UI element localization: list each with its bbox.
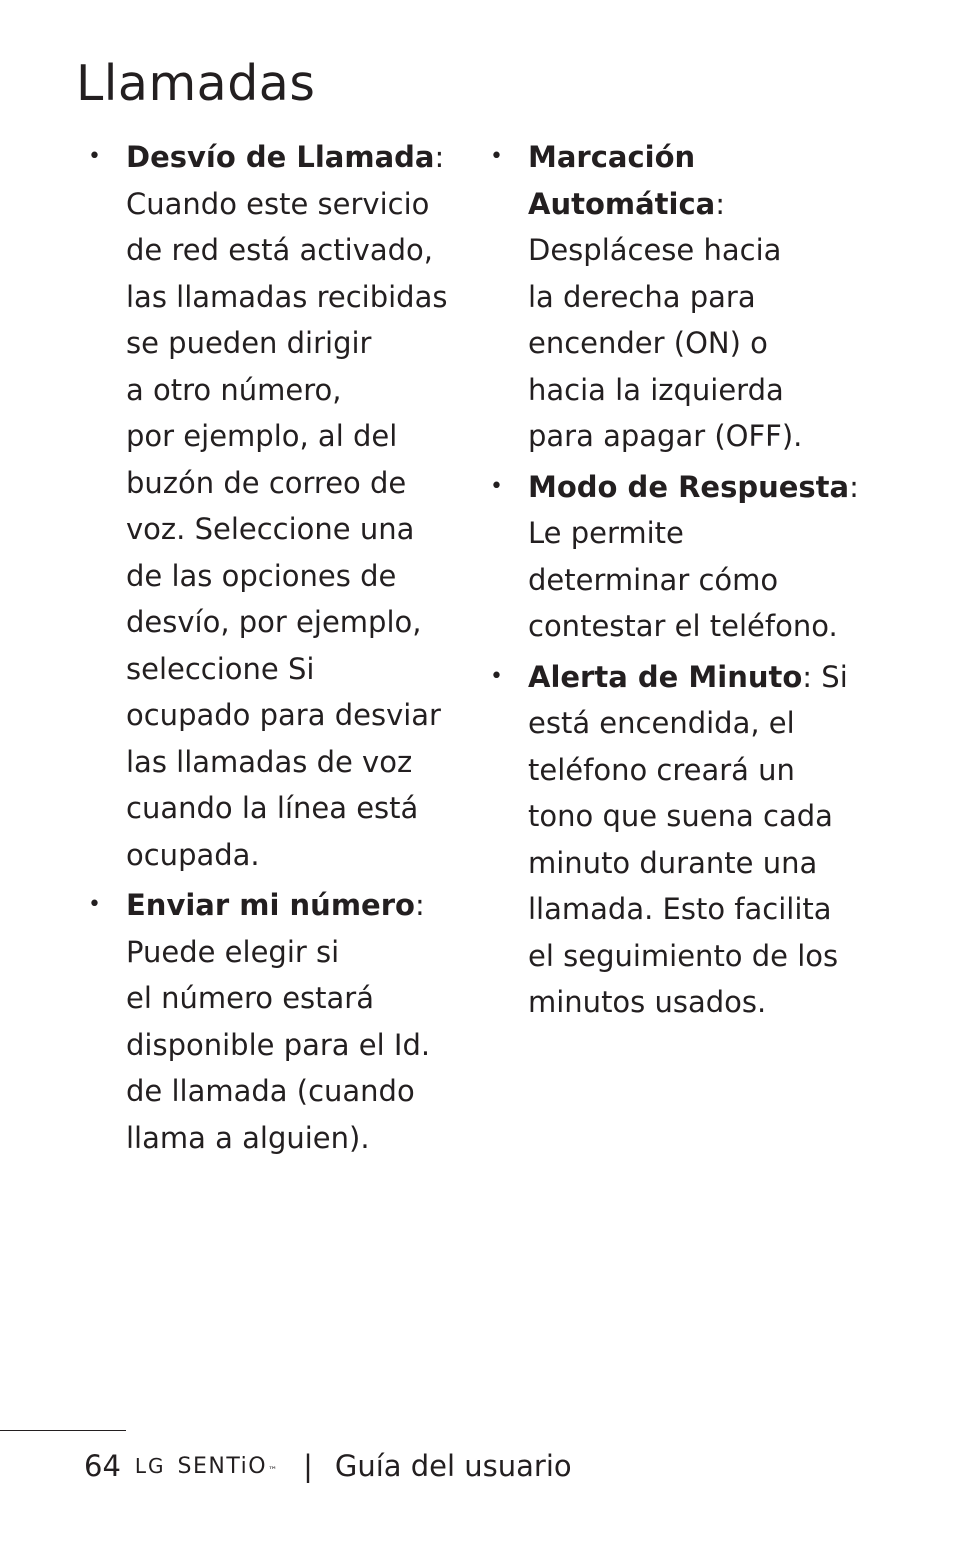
item-line: de red está activado, xyxy=(126,233,433,267)
item-term: Automática xyxy=(528,186,716,221)
brand-model: SENTiO xyxy=(177,1453,268,1479)
item-line: cuando la línea está xyxy=(126,791,419,825)
page-number: 64 xyxy=(84,1449,121,1483)
list-item-modo-de-respuesta xyxy=(490,464,862,650)
item-separator: : Si xyxy=(802,659,848,694)
item-line: desvío, por ejemplo, xyxy=(126,605,422,639)
item-line: por ejemplo, al del xyxy=(126,419,398,453)
item-line: encender (ON) o xyxy=(528,326,768,360)
item-heading xyxy=(528,654,862,701)
item-line: voz. Seleccione una xyxy=(126,512,415,546)
item-line: llama a alguien). xyxy=(126,1120,370,1155)
item-line: las llamadas de voz xyxy=(126,744,413,779)
item-line: para apagar (OFF). xyxy=(528,419,803,453)
guide-label: Guía del usuario xyxy=(334,1449,572,1483)
item-line: de llamada (cuando xyxy=(126,1074,415,1108)
item-line: de las opciones de xyxy=(126,558,397,593)
page-title: Llamadas xyxy=(76,55,316,112)
list-item-alerta-de-minuto xyxy=(490,654,862,1026)
item-separator: : xyxy=(849,469,859,504)
item-separator: : xyxy=(414,888,425,922)
item-term: Marcación xyxy=(528,140,696,174)
item-line: seleccione Si xyxy=(126,651,315,686)
item-line: determinar cómo xyxy=(528,562,779,597)
footer-separator: | xyxy=(303,1449,313,1483)
item-term: Desvío de Llamada xyxy=(126,140,435,174)
item-line: disponible para el Id. xyxy=(126,1027,431,1062)
item-line: está encendida, el xyxy=(528,706,795,740)
footer-rule xyxy=(0,1430,126,1431)
brand-trademark: ™ xyxy=(268,1465,278,1476)
item-line: hacia la izquierda xyxy=(528,372,784,407)
item-line: el seguimiento de los xyxy=(528,938,839,973)
brand-logo xyxy=(135,1454,277,1479)
item-term: Modo de Respuesta xyxy=(528,469,850,504)
item-heading xyxy=(126,882,460,929)
list-item-enviar-mi-numero xyxy=(88,882,460,1161)
bullet-icon: • xyxy=(88,892,101,917)
list-item-desvio-de-llamada xyxy=(88,134,460,878)
item-line: contestar el teléfono. xyxy=(528,609,838,643)
bullet-icon: • xyxy=(490,144,503,169)
item-line: ocupado para desviar xyxy=(126,698,441,732)
page-footer xyxy=(84,1444,572,1488)
right-column xyxy=(490,134,862,1030)
item-line: ocupada. xyxy=(126,837,260,872)
item-line: la derecha para xyxy=(528,279,756,314)
item-line: teléfono creará un xyxy=(528,752,795,787)
item-heading xyxy=(528,464,862,511)
left-column xyxy=(88,134,460,1165)
item-line: Desplácese hacia xyxy=(528,233,782,267)
item-separator: : xyxy=(715,186,726,221)
item-line: Cuando este servicio xyxy=(126,186,430,221)
item-heading xyxy=(528,181,862,228)
item-line: llamada. Esto facilita xyxy=(528,892,832,926)
item-line: Puede elegir si xyxy=(126,934,340,969)
item-line: Le permite xyxy=(528,516,684,550)
bullet-icon: • xyxy=(490,473,503,499)
item-line: tono que suena cada xyxy=(528,799,833,833)
bullet-icon: • xyxy=(88,144,101,169)
item-term: Enviar mi número xyxy=(126,888,415,922)
item-line: las llamadas recibidas xyxy=(126,279,448,314)
item-line: minuto durante una xyxy=(528,845,818,880)
item-line: buzón de correo de xyxy=(126,465,407,500)
item-line: minutos usados. xyxy=(528,985,767,1019)
brand-lg: LG xyxy=(134,1453,166,1478)
item-term: Alerta de Minuto xyxy=(528,659,803,694)
item-separator: : xyxy=(434,140,445,174)
item-line: el número estará xyxy=(126,981,375,1015)
item-line: a otro número, xyxy=(126,372,342,407)
list-item-marcacion-automatica xyxy=(490,134,862,460)
item-heading xyxy=(126,134,460,181)
item-line: se pueden dirigir xyxy=(126,326,372,360)
bullet-icon: • xyxy=(490,663,503,689)
